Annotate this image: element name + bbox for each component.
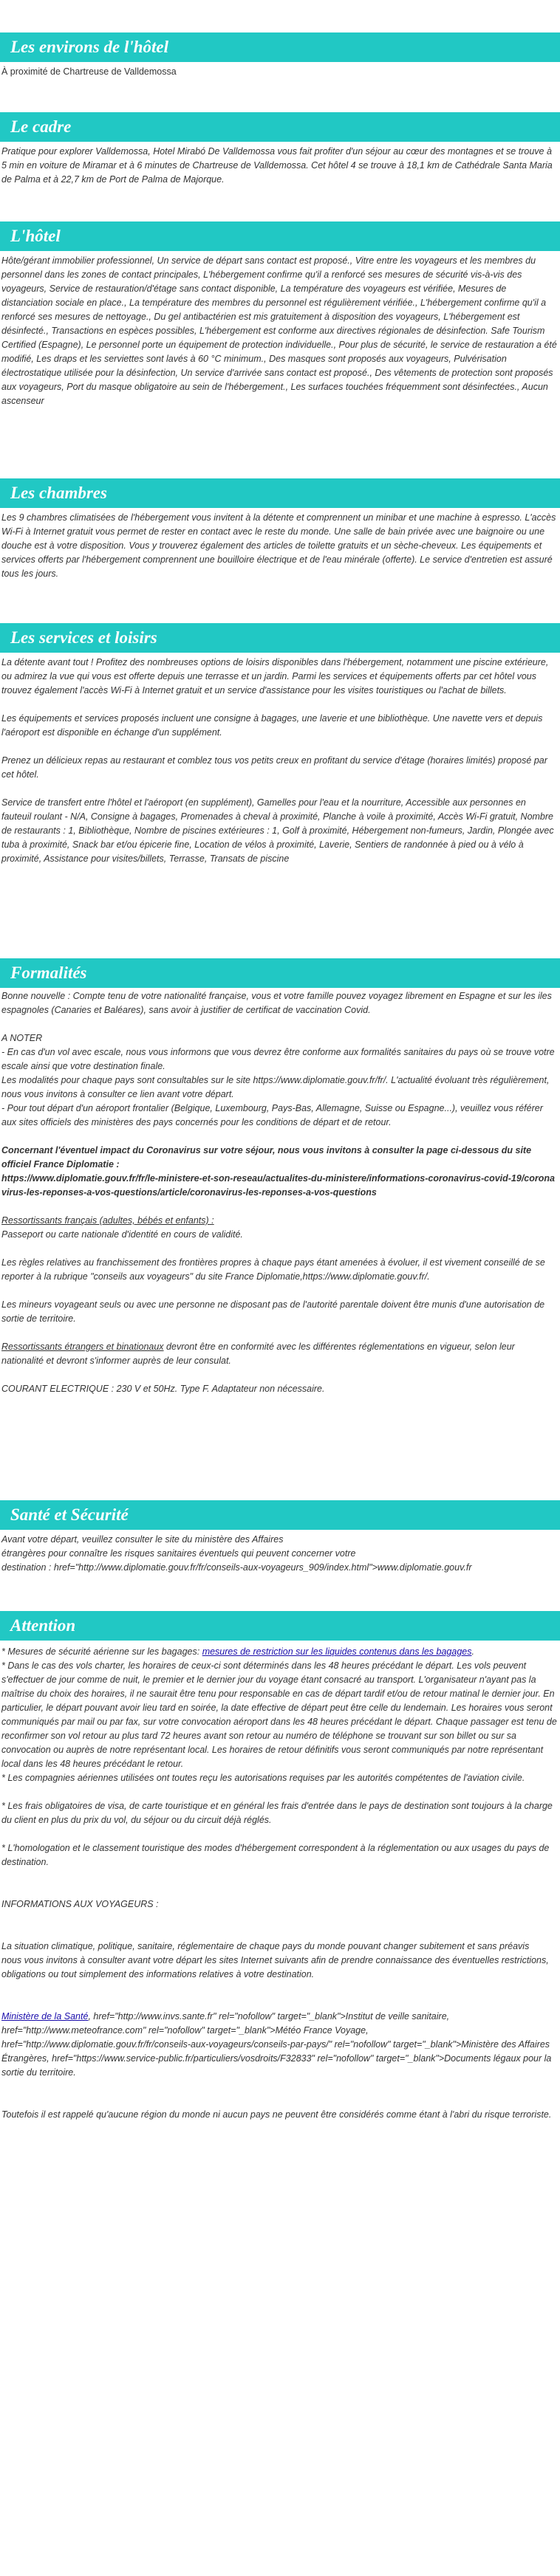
border-rules-text: Les règles relatives au franchissement des frontières propres à chaque pays étant amenées à évoluer, il est vivement conseillé de se reporter à la rubrique "conseils aux voyageurs" du site France Diplomatie,https://www.diplomatie.gouv.fr/. bbox=[1, 1257, 545, 1282]
section-header-sante: Santé et Sécurité bbox=[0, 1500, 560, 1530]
fees-text: * Les frais obligatoires de visa, de carte touristique et en général les frais d'entrée dans le pays de destination sont toujours à la charge du client en plus du prix du vol, du séjour ou du circuit déjà réglés. bbox=[1, 1801, 553, 1825]
formalites-body bbox=[1, 989, 557, 1396]
services-paragraph: La détente avant tout ! Profitez des nombreuses options de loisirs disponibles dans l'hébergement, notamment une piscine extérieure, ou admirez la vue qui vous est offerte depuis une terrasse et un jardin. Parmi les services et équipements offerts par cet hôtel vous trouvez également l'accès Wi-Fi à Internet gratuit et un service d'assistance pour les visites touristiques ou l'achat de billets. bbox=[1, 657, 549, 695]
useful-links: Ministère de la Santé, href="http://www.invs.sante.fr" rel="nofollow" target="_blank">Institut de veille sanitaire, href="http://www.meteofrance.com" rel="nofollow" target="_blank">Météo France Voyage, href="http://www.diplomatie.gouv.fr/fr/conseils-aux-voyageurs/conseils-par-pays/" rel="nofollow" target="_blank">Ministère des Affaires Étrangères, href="https://www.service-public.fr/particuliers/vosdroits/F32833" rel="nofollow" target="_blank">Documents légaux pour la sortie du territoire. bbox=[1, 2011, 552, 2078]
situation-line: nous vous invitons à consulter avant votre départ les sites Internet suivants afin de prendre connaissance des éventuelles restrictions, obligations ou tout simplement des informations relatives à votre destination. bbox=[1, 1955, 549, 1979]
electric-current: COURANT ELECTRIQUE : 230 V et 50Hz. Type F. Adaptateur non nécessaire. bbox=[1, 1384, 325, 1394]
note-line: - Pour tout départ d'un aéroport frontalier (Belgique, Luxembourg, Pays-Bas, Allemagne, Suisse ou Espagne...), veuillez vous référer aux sites officiels des ministères des pays concernés pour les conditions de départ et de retour. bbox=[1, 1103, 543, 1127]
baggage-security: * Mesures de sécurité aérienne sur les bagages: mesures de restriction sur les liquides contenus dans les bagages. bbox=[1, 1646, 474, 1657]
section-header-services: Les services et loisirs bbox=[0, 623, 560, 653]
section-header-cadre: Le cadre bbox=[0, 112, 560, 142]
section-header-environs: Les environs de l'hôtel bbox=[0, 32, 560, 62]
section-header-formalites: Formalités bbox=[0, 958, 560, 988]
note-title: A NOTER bbox=[1, 1033, 43, 1043]
sante-line: destination : href="http://www.diplomatie.gouv.fr/fr/conseils-aux-voyageurs_909/index.html">www.diplomatie.gouv.fr bbox=[1, 1562, 472, 1573]
homologation-text: * L'homologation et le classement touristique des modes d'hébergement correspondent à la réglementation ou aux usages du pays de destination. bbox=[1, 1843, 550, 1867]
section-header-attention: Attention bbox=[0, 1611, 560, 1641]
covid-link[interactable]: https://www.diplomatie.gouv.fr/fr/le-ministere-et-son-reseau/actualites-du-ministere/informations-coronavirus-covid-19/coronavirus-les-reponses-a-vos-questions/article/coronavirus-les-reponses-a-vos-questions bbox=[1, 1173, 555, 1198]
note-line: - En cas d'un vol avec escale, nous vous informons que vous devrez être conforme aux formalités sanitaires du pays où se trouve votre escale ainsi que votre destination finale. bbox=[1, 1047, 555, 1071]
french-nationals-text: Passeport ou carte nationale d'identité en cours de validité. bbox=[1, 1229, 243, 1240]
travellers-info-title: INFORMATIONS AUX VOYAGEURS : bbox=[1, 1899, 159, 1909]
formalites-intro: Bonne nouvelle : Compte tenu de votre nationalité française, vous et votre famille pouvez voyagez librement en Espagne et sur les iles espagnoles (Canaries et Baléares), sans avoir à justifier de certificat de vaccination Covid. bbox=[1, 991, 552, 1015]
charter-flights-text: * Dans le cas des vols charter, les horaires de ceux-ci sont déterminés dans les 48 heures précédant le départ. Les vols peuvent s'effectuer de jour comme de nuit, le premier et le dernier jour du voyage étant consacré au transport. L'organisateur n'ayant pas la maîtrise du choix des horaires, il ne saurait être tenu pour responsable en cas de départ tardif et/ou de retour matinal le dernier jour. En particulier, le départ pouvant avoir lieu tard en soirée, la date effective de départ peut être celle du lendemain. Les horaires vous seront communiqués par mail ou par fax, sur votre convocation aéroport dans les 48 heures précédant le départ. Chaque passager est tenu de reconfirmer son vol retour au plus tard 72 heures avant son retour au numéro de téléphone se trouvant sur son billet ou sur sa convocation ou auprès de notre représentant local. Les horaires de retour définitifs vous seront communiqués par notre représentant local dans les 48 heures précédant le retour. bbox=[1, 1660, 557, 1769]
services-paragraph: Service de transfert entre l'hôtel et l'aéroport (en supplément), Gamelles pour l'eau et la nourriture, Accessible aux personnes en fauteuil roulant - N/A, Consigne à bagages, Promenades à cheval à proximité, Planche à voile à proximité, Accès Wi-Fi gratuit, Nombre de restaurants : 1, Bibliothèque, Nombre de piscines extérieures : 1, Golf à proximité, Hébergement non-fumeurs, Jardin, Plongée avec tuba à proximité, Snack bar et/ou épicerie fine, Location de vélos à proximité, Laverie, Sentiers de randonnée à pied ou à vélo à proximité, Assistance pour visites/billets, Terrasse, Transats de piscine bbox=[1, 797, 554, 864]
airlines-text: * Les compagnies aériennes utilisées ont toutes reçu les autorisations requises par les autorités compétentes de l'aviation civile. bbox=[1, 1773, 525, 1783]
minors-text: Les mineurs voyageant seuls ou avec une personne ne disposant pas de l'autorité parentale doivent être munis d'une autorisation de sortie de territoire. bbox=[1, 1299, 545, 1324]
situation-line: La situation climatique, politique, sanitaire, réglementaire de chaque pays du monde pouvant changer subitement et sans préavis bbox=[1, 1941, 530, 1951]
services-paragraph: Les équipements et services proposés incluent une consigne à bagages, une laverie et une bibliothèque. Une navette vers et depuis l'aéroport est disponible en échange d'un supplément. bbox=[1, 713, 543, 738]
foreign-nationals bbox=[1, 1340, 557, 1368]
liquids-restriction-link[interactable]: mesures de restriction sur les liquides contenus dans les bagages bbox=[202, 1646, 472, 1657]
covid-notice: Concernant l'éventuel impact du Coronavirus sur votre séjour, nous vous invitons à consulter la page ci-dessous du site officiel France Diplomatie : bbox=[1, 1145, 532, 1169]
services-body bbox=[1, 656, 557, 866]
health-ministry-link[interactable]: Ministère de la Santé bbox=[1, 2011, 89, 2022]
sante-line: étrangères pour connaître les risques sanitaires éventuels qui peuvent concerner votre bbox=[1, 1548, 356, 1559]
chambres-text: Les 9 chambres climatisées de l'hébergement vous invitent à la détente et comprennent un minibar et une machine à espresso. L'accès Wi-Fi à Internet gratuit vous permet de rester en contact avec le reste du monde. Une salle de bain privée avec une baignoire ou une douche est à votre disposition. Vous y trouverez également des articles de toilette gratuits et un sèche-cheveux. Les équipements et services offerts par l'hébergement comprennent une bouilloire électrique et de l'eau minérale (offerte). Le service d'entretien est assuré tous les jours. bbox=[1, 512, 556, 579]
note-line: Les modalités pour chaque pays sont consultables sur le site https://www.diplomatie.gouv.fr/fr/. L'actualité évoluant très régulièrement, nous vous invitons à consulter ce lien avant votre départ. bbox=[1, 1075, 550, 1099]
terror-risk-text: Toutefois il est rappelé qu'aucune région du monde ni aucun pays ne peuvent être considérés comme étant à l'abri du risque terroriste. bbox=[1, 2109, 552, 2120]
attention-body bbox=[1, 1645, 557, 2122]
environs-text: À proximité de Chartreuse de Valldemossa bbox=[1, 66, 177, 77]
sante-body bbox=[1, 1533, 557, 1575]
section-header-chambres: Les chambres bbox=[0, 478, 560, 508]
french-nationals-title: Ressortissants français (adultes, bébés et enfants) : bbox=[1, 1215, 214, 1226]
foreign-nationals-text: devront être en conformité avec les différentes réglementations en vigueur, selon leur nationalité et devront s'informer auprès de leur consulat. bbox=[1, 1342, 515, 1366]
cadre-text: Pratique pour explorer Valldemossa, Hotel Mirabó De Valldemossa vous fait profiter d'un séjour au cœur des montagnes et se trouve à 5 min en voiture de Miramar et à 6 minutes de Chartreuse de Valldemossa. Cet hôtel 4 se trouve à 18,1 km de Cathédrale Santa Maria de Palma et à 22,7 km de Port de Palma de Majorque. bbox=[1, 146, 553, 185]
services-paragraph: Prenez un délicieux repas au restaurant et comblez tous vos petits creux en profitant du service d'étage (horaires limités) proposé par cet hôtel. bbox=[1, 755, 547, 780]
foreign-nationals-title: Ressortissants étrangers et binationaux bbox=[1, 1342, 164, 1352]
hotel-text: Hôte/gérant immobilier professionnel, Un service de départ sans contact est proposé., Vitre entre les voyageurs et les membres du personnel dans les zones de contact principales, L'hébergement confirme qu'il a renforcé ses mesures de sécurité vis-à-vis des voyageurs, Service de restauration/d'étage sans contact disponible, La température des voyageurs est vérifiée, Mesures de distanciation sociale en place., La température des membres du personnel est régulièrement vérifiée., L'hébergement confirme qu'il a renforcé ses mesures de nettoyage., Du gel antibactérien est mis gratuitement à disposition des voyageurs, L'hébergement est désinfecté., Transactions en espèces possibles, L'hébergement est conforme aux directives régionales de désinfection. Safe Tourism Certified (Espagne), Le personnel porte un équipement de protection individuelle., Pour plus de sécurité, le service de restauration a été modifié, Les draps et les serviettes sont lavés à 60 °C minimum., Des masques sont proposés aux voyageurs, Pulvérisation électrostatique utilisée pour la désinfection, Un service d'arrivée sans contact est proposé., Des vêtements de protection sont proposés aux voyageurs, Port du masque obligatoire au sein de l'hébergement., Les surfaces touchées fréquemment sont désinfectées., Aucun ascenseur bbox=[1, 255, 557, 406]
sante-line: Avant votre départ, veuillez consulter le site du ministère des Affaires bbox=[1, 1534, 284, 1545]
section-header-hotel: L'hôtel bbox=[0, 221, 560, 251]
